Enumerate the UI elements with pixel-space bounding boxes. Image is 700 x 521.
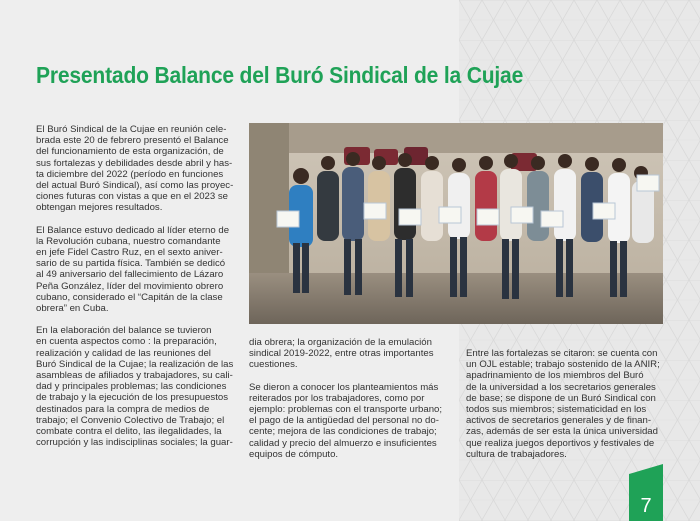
p4-line: equipos de cómputo.: [249, 448, 339, 460]
text-column-2: [249, 337, 459, 460]
page-number: 7: [629, 474, 663, 521]
article-title: Presentado Balance del Buró Sindical de la Cujae: [36, 62, 524, 88]
p3-line: realización y calidad de las reuniones del: [36, 347, 211, 359]
p4-line: ejemplo: problemas con el transporte urbano;: [249, 404, 443, 416]
p3-line: dia obrera; la organización de la emulación: [249, 337, 432, 348]
p3-line: En la elaboración del balance se tuvieron: [36, 325, 212, 337]
p2-line: en jefe Fidel Castro Ruz, en el sexto aniver-: [36, 247, 223, 259]
p3-line: destinados para la compra de medios de: [36, 403, 210, 415]
p5-line: un OJL estable; trabajo sostenido de la ANIR;: [466, 359, 660, 371]
p2-line: cubano, considerado el “Capitán de la clase: [36, 291, 223, 303]
paragraph-5: [466, 348, 666, 460]
p4-line: calidad y precio del almuerzo e insuficientes: [249, 437, 437, 449]
p1-line: brada este 20 de febrero presentó el Balance: [36, 135, 229, 147]
p4-line: reiterados por los trabajadores, como por: [249, 392, 425, 404]
p1-line: ta diciembre del 2022 (período en funciones: [36, 168, 224, 180]
p3-line: cuestiones.: [249, 359, 298, 371]
p1-line: sus fortalezas y debilidades desde abril y has-: [36, 157, 233, 169]
paragraph-3-part-2: [249, 337, 459, 371]
p5-line: que realiza juegos deportivos y festivales de: [466, 437, 655, 449]
p1-line: El Buró Sindical de la Cujae en reunión cele-: [36, 124, 227, 135]
p3-line: combate contra el delito, las ilegalidades, la: [36, 426, 222, 438]
p3-line: en cuenta aspectos como : la preparación,: [36, 336, 217, 348]
p3-line: corrupción y las indisciplinas sociales; la guar-: [36, 437, 233, 449]
p3-line: dad y principales problemas; las condiciones: [36, 381, 227, 393]
paragraph-1: [36, 124, 241, 214]
p5-line: zas, además de ser esta la única universidad: [466, 426, 658, 438]
p5-line: de base; se dispone de un Buró Sindical con: [466, 392, 656, 404]
p1-line: ciones futuras con vistas a que en el 2023 se: [36, 191, 228, 203]
paragraph-3-part-1: [36, 325, 241, 448]
paragraph-4: [249, 382, 459, 460]
p4-line: cente; mejora de las condiciones de trabajo;: [249, 426, 437, 438]
p1-line: obtengan mejores resultados.: [36, 202, 163, 214]
p1-line: del funcionamiento de esta organización, de: [36, 146, 224, 158]
p3-line: sindical 2019-2022, entre otras importantes: [249, 348, 434, 360]
p1-line: del actual Buró Sindical), así como las proyec-: [36, 180, 234, 192]
p5-line: Entre las fortalezas se citaron: se cuenta con: [466, 348, 658, 359]
p3-line: de trabajo y la ejecución de los presupuestos: [36, 392, 228, 404]
p2-line: sario de su partida física. También se dedicó: [36, 258, 226, 270]
p2-line: al 49 aniversario del fallecimiento de Lázaro: [36, 269, 224, 281]
text-column-3: [466, 348, 666, 460]
p5-line: de la universidad a los secretarios generales: [466, 381, 656, 393]
p5-line: cultura de trabajadores.: [466, 448, 567, 460]
p4-line: Se dieron a conocer los planteamientos más: [249, 381, 439, 393]
p4-line: el pago de la antigüedad del personal no do-: [249, 415, 439, 427]
p3-line: Buró Sindical de la Cujae; la realización de las: [36, 358, 234, 370]
p3-line: trabajo; el Convenio Colectivo de Trabajo; el: [36, 414, 225, 426]
p2-line: la Revolución cubana, nuestro comandante: [36, 235, 221, 247]
text-column-1: [36, 124, 241, 448]
page-number-fold: [629, 464, 663, 474]
p5-line: apadrinamiento de los miembros del Buró: [466, 370, 644, 382]
p5-line: activos de secretarios generales y de finan-: [466, 415, 652, 427]
group-photo: [249, 123, 663, 324]
paragraph-2: [36, 225, 241, 315]
p2-line: Peña González, líder del movimiento obrero: [36, 280, 224, 292]
group-photo-illustration: [249, 123, 663, 324]
p5-line: todos sus miembros; sistematicidad en los: [466, 404, 647, 416]
p2-line: obrera” en Cuba.: [36, 303, 109, 315]
p2-line: El Balance estuvo dedicado al líder eterno de: [36, 224, 230, 236]
p3-line: asambleas de afiliados y trabajadores, su cali-: [36, 370, 233, 382]
